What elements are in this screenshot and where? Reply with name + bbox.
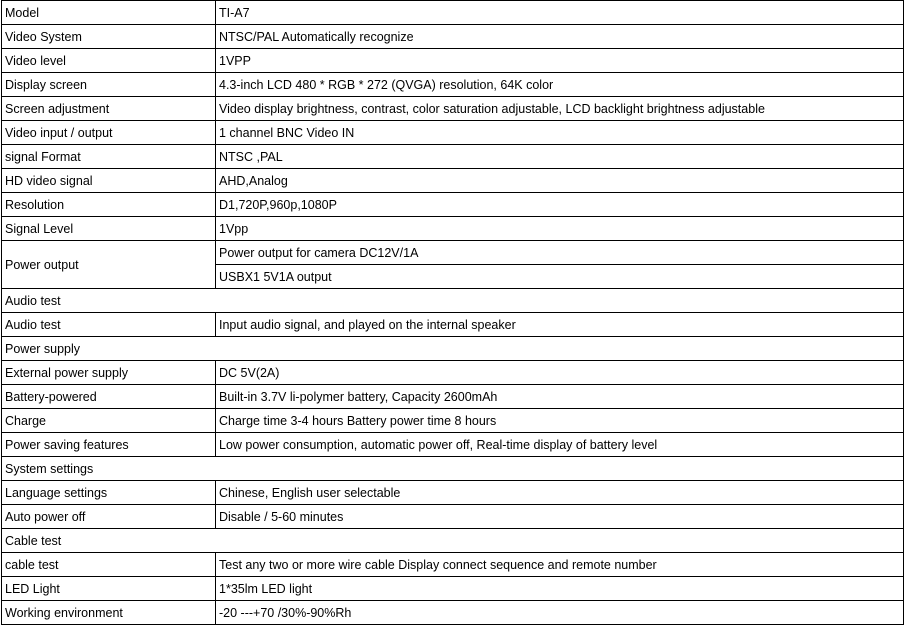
- spec-value: -20 ---+70 /30%-90%Rh: [216, 601, 904, 625]
- spec-label: Display screen: [2, 73, 216, 97]
- table-row: [2, 241, 904, 265]
- table-row: [2, 73, 904, 97]
- table-row: [2, 481, 904, 505]
- spec-label: Language settings: [2, 481, 216, 505]
- table-row: [2, 1, 904, 25]
- spec-value: DC 5V(2A): [216, 361, 904, 385]
- spec-value: USBX1 5V1A output: [216, 265, 904, 289]
- spec-label: Video input / output: [2, 121, 216, 145]
- spec-label: Battery-powered: [2, 385, 216, 409]
- table-row: [2, 97, 904, 121]
- table-row: [2, 385, 904, 409]
- spec-label: signal Format: [2, 145, 216, 169]
- spec-label: cable test: [2, 553, 216, 577]
- spec-label: Model: [2, 1, 216, 25]
- table-row: [2, 433, 904, 457]
- spec-label: Working environment: [2, 601, 216, 625]
- spec-label: Signal Level: [2, 217, 216, 241]
- spec-label: Power output: [2, 241, 216, 289]
- spec-label: Charge: [2, 409, 216, 433]
- spec-value: Chinese, English user selectable: [216, 481, 904, 505]
- table-row: [2, 217, 904, 241]
- section-row: [2, 289, 904, 313]
- spec-label: Video System: [2, 25, 216, 49]
- spec-value: NTSC/PAL Automatically recognize: [216, 25, 904, 49]
- spec-label: Power saving features: [2, 433, 216, 457]
- table-row: [2, 553, 904, 577]
- spec-value: Charge time 3-4 hours Battery power time 8 hours: [216, 409, 904, 433]
- table-row: [2, 409, 904, 433]
- spec-value: NTSC ,PAL: [216, 145, 904, 169]
- spec-value: 1*35lm LED light: [216, 577, 904, 601]
- section-row: [2, 529, 904, 553]
- table-row: [2, 577, 904, 601]
- section-heading: Audio test: [2, 289, 904, 313]
- spec-label: Screen adjustment: [2, 97, 216, 121]
- spec-label: Audio test: [2, 313, 216, 337]
- spec-value: Disable / 5-60 minutes: [216, 505, 904, 529]
- section-heading: Cable test: [2, 529, 904, 553]
- spec-value: Built-in 3.7V li-polymer battery, Capacity 2600mAh: [216, 385, 904, 409]
- spec-label: LED Light: [2, 577, 216, 601]
- spec-label: Video level: [2, 49, 216, 73]
- table-row: [2, 601, 904, 625]
- section-heading: Power supply: [2, 337, 904, 361]
- section-heading: System settings: [2, 457, 904, 481]
- table-row: [2, 121, 904, 145]
- table-row: [2, 505, 904, 529]
- table-row: [2, 49, 904, 73]
- table-row: [2, 193, 904, 217]
- section-row: [2, 457, 904, 481]
- table-row: [2, 361, 904, 385]
- table-row: [2, 313, 904, 337]
- spec-value: Power output for camera DC12V/1A: [216, 241, 904, 265]
- spec-label: External power supply: [2, 361, 216, 385]
- spec-value: 4.3-inch LCD 480 * RGB * 272 (QVGA) resolution, 64K color: [216, 73, 904, 97]
- section-row: [2, 337, 904, 361]
- table-row: [2, 25, 904, 49]
- spec-value: AHD,Analog: [216, 169, 904, 193]
- table-row: [2, 169, 904, 193]
- spec-value: Video display brightness, contrast, color saturation adjustable, LCD backlight brightness adjustable: [216, 97, 904, 121]
- spec-table: [1, 0, 904, 625]
- table-row: [2, 145, 904, 169]
- spec-value: TI-A7: [216, 1, 904, 25]
- spec-value: Low power consumption, automatic power off, Real-time display of battery level: [216, 433, 904, 457]
- spec-value: Input audio signal, and played on the internal speaker: [216, 313, 904, 337]
- spec-value: D1,720P,960p,1080P: [216, 193, 904, 217]
- spec-value: 1 channel BNC Video IN: [216, 121, 904, 145]
- spec-label: Auto power off: [2, 505, 216, 529]
- spec-value: Test any two or more wire cable Display connect sequence and remote number: [216, 553, 904, 577]
- spec-label: Resolution: [2, 193, 216, 217]
- spec-label: HD video signal: [2, 169, 216, 193]
- spec-value: 1VPP: [216, 49, 904, 73]
- spec-value: 1Vpp: [216, 217, 904, 241]
